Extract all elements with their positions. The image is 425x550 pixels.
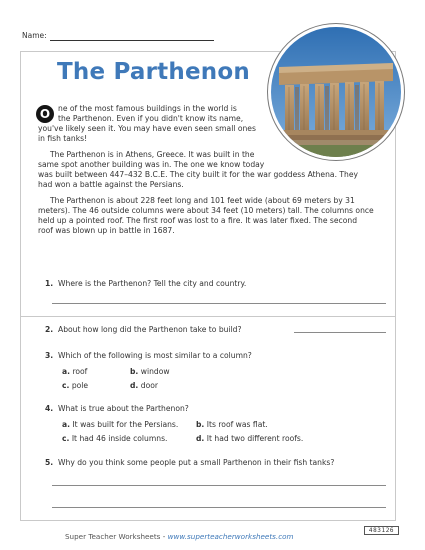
question-3: [45, 351, 252, 360]
question-number: 5.: [45, 458, 54, 467]
footer-credit: [65, 532, 294, 541]
name-field-line[interactable]: [50, 40, 214, 41]
question-4: [45, 404, 189, 413]
option-3c[interactable]: c. pole: [62, 381, 89, 390]
question-text: About how long did the Parthenon take to build?: [58, 325, 242, 334]
question-5: [45, 458, 334, 467]
drop-cap: O: [36, 105, 54, 123]
footer-url[interactable]: www.superteacherworksheets.com: [167, 532, 294, 541]
question-text: Where is the Parthenon? Tell the city and country.: [58, 279, 247, 288]
answer-line[interactable]: [52, 507, 386, 508]
question-number: 4.: [45, 404, 54, 413]
passage-line: had won a battle against the Persians.: [38, 180, 184, 189]
page-title: The Parthenon: [57, 59, 250, 85]
option-3d[interactable]: d. door: [130, 381, 158, 390]
passage-line: held up a pointed roof. The first roof was lost to a fire. It was later fixed. The second: [38, 216, 358, 225]
footer-brand: Super Teacher Worksheets -: [65, 532, 168, 541]
question-2: [45, 325, 242, 334]
option-4a[interactable]: a. It was built for the Persians.: [62, 420, 179, 429]
passage-line: roof was blown up in battle in 1687.: [38, 226, 175, 235]
option-3b[interactable]: b. window: [130, 367, 170, 376]
passage-line: you've likely seen it. You may have even seen small ones: [38, 124, 256, 133]
passage-line: meters). The 46 outside columns were about 34 feet (10 meters) tall. The columns once: [38, 206, 374, 215]
section-divider: [20, 316, 396, 317]
option-4c[interactable]: c. It had 46 inside columns.: [62, 434, 168, 443]
parthenon-photo: [271, 27, 401, 157]
option-4b[interactable]: b. Its roof was flat.: [196, 420, 268, 429]
question-number: 1.: [45, 279, 54, 288]
answer-line[interactable]: [294, 332, 386, 333]
question-text: What is true about the Parthenon?: [58, 404, 189, 413]
question-number: 3.: [45, 351, 54, 360]
question-number: 2.: [45, 325, 54, 334]
answer-line[interactable]: [52, 303, 386, 304]
question-1: [45, 279, 246, 288]
document-id: 483126: [364, 526, 399, 535]
option-3a[interactable]: a. roof: [62, 367, 88, 376]
question-text: Which of the following is most similar to a column?: [58, 351, 252, 360]
passage-line: same spot another building was in. The one we know today: [38, 160, 265, 169]
option-4d[interactable]: d. It had two different roofs.: [196, 434, 304, 443]
passage-line: The Parthenon is in Athens, Greece. It was built in the: [50, 150, 255, 159]
passage-line: ne of the most famous buildings in the world is: [58, 104, 237, 113]
passage-line: The Parthenon is about 228 feet long and 101 feet wide (about 69 meters by 31: [50, 196, 355, 205]
answer-line[interactable]: [52, 485, 386, 486]
passage-line: was built between 447–432 B.C.E. The city built it for the war goddess Athena. They: [38, 170, 359, 179]
passage-line: in fish tanks!: [38, 134, 88, 143]
passage-line: the Parthenon. Even if you didn't know its name,: [58, 114, 244, 123]
question-text: Why do you think some people put a small Parthenon in their fish tanks?: [58, 458, 335, 467]
name-label: Name:: [22, 31, 47, 40]
